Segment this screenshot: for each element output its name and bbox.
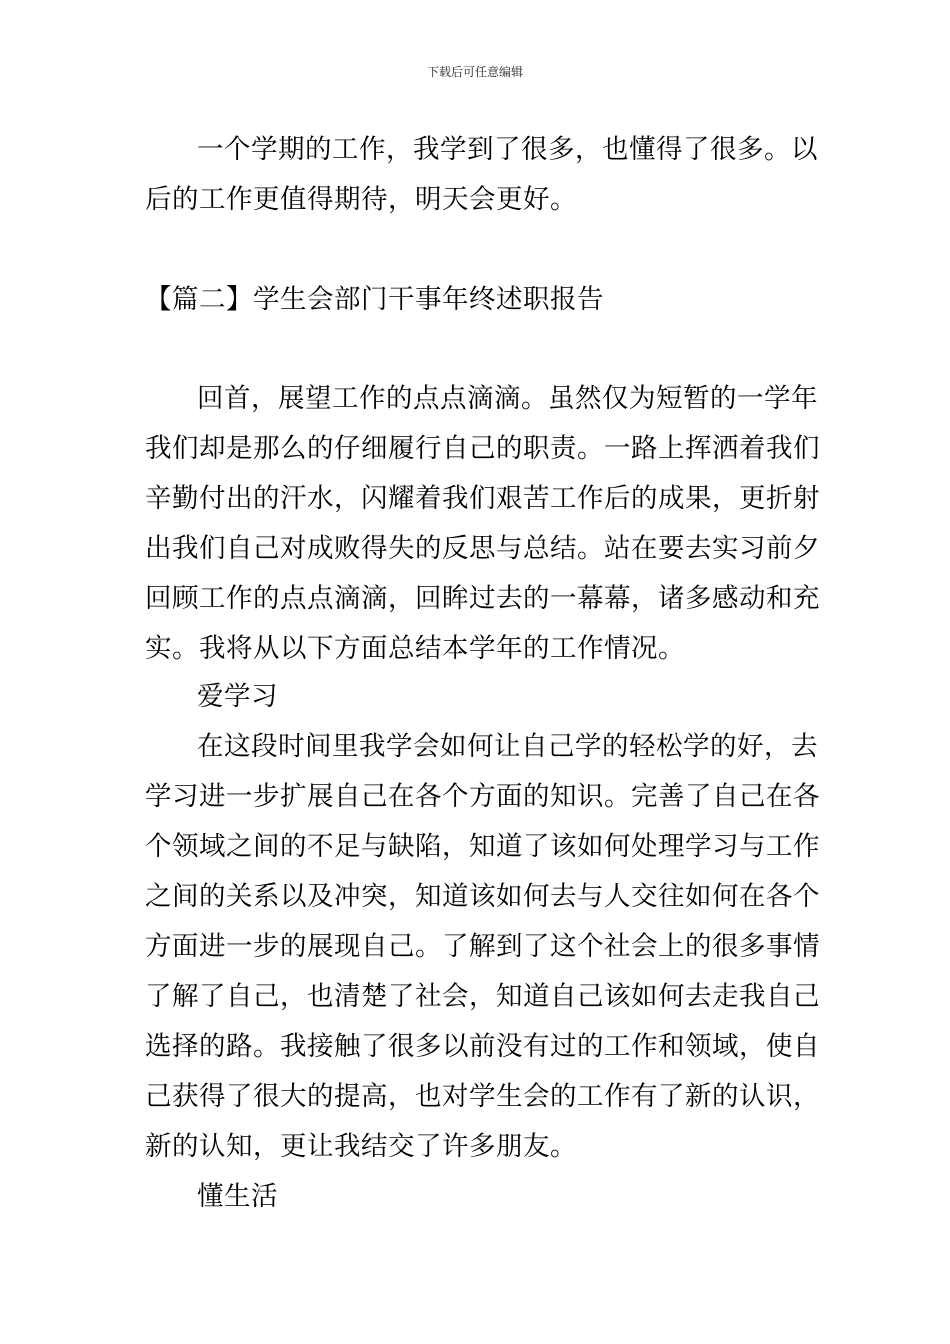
text-line: 我们却是那么的仔细履行自己的职责。一路上挥洒着我们 bbox=[145, 433, 820, 464]
text-line: 回首，展望工作的点点滴滴。虽然仅为短暂的一学年 bbox=[197, 383, 818, 414]
text-line: 一个学期的工作，我学到了很多，也懂得了很多。以 bbox=[197, 134, 818, 165]
section-title: 【篇二】学生会部门干事年终述职报告 bbox=[145, 284, 604, 315]
text-line: 己获得了很大的提高，也对学生会的工作有了新的认识， bbox=[145, 1081, 820, 1112]
text-line: 了解了自己，也清楚了社会，知道自己该如何去走我自己 bbox=[145, 981, 820, 1012]
text-line: 个领域之间的不足与缺陷，知道了该如何处理学习与工作 bbox=[145, 831, 820, 862]
text-line: 新的认知，更让我结交了许多朋友。 bbox=[145, 1131, 577, 1162]
subheading-life: 懂生活 bbox=[197, 1181, 278, 1212]
text-line: 在这段时间里我学会如何让自己学的轻松学的好，去 bbox=[197, 731, 818, 762]
text-line: 学习进一步扩展自己在各个方面的知识。完善了自己在各 bbox=[145, 781, 820, 812]
text-line: 实。我将从以下方面总结本学年的工作情况。 bbox=[145, 633, 685, 664]
text-line: 选择的路。我接触了很多以前没有过的工作和领域，使自 bbox=[145, 1031, 820, 1062]
text-line: 之间的关系以及冲突，知道该如何去与人交往如何在各个 bbox=[145, 881, 820, 912]
page-header-note: 下载后可任意编辑 bbox=[426, 65, 523, 79]
text-line: 后的工作更值得期待，明天会更好。 bbox=[145, 184, 577, 215]
text-line: 出我们自己对成败得失的反思与总结。站在要去实习前夕 bbox=[145, 533, 820, 564]
text-line: 方面进一步的展现自己。了解到了这个社会上的很多事情 bbox=[145, 931, 820, 962]
text-line: 辛勤付出的汗水，闪耀着我们艰苦工作后的成果，更折射 bbox=[145, 483, 820, 514]
text-line: 回顾工作的点点滴滴，回眸过去的一幕幕，诸多感动和充 bbox=[145, 583, 820, 614]
subheading-study: 爱学习 bbox=[197, 681, 278, 712]
